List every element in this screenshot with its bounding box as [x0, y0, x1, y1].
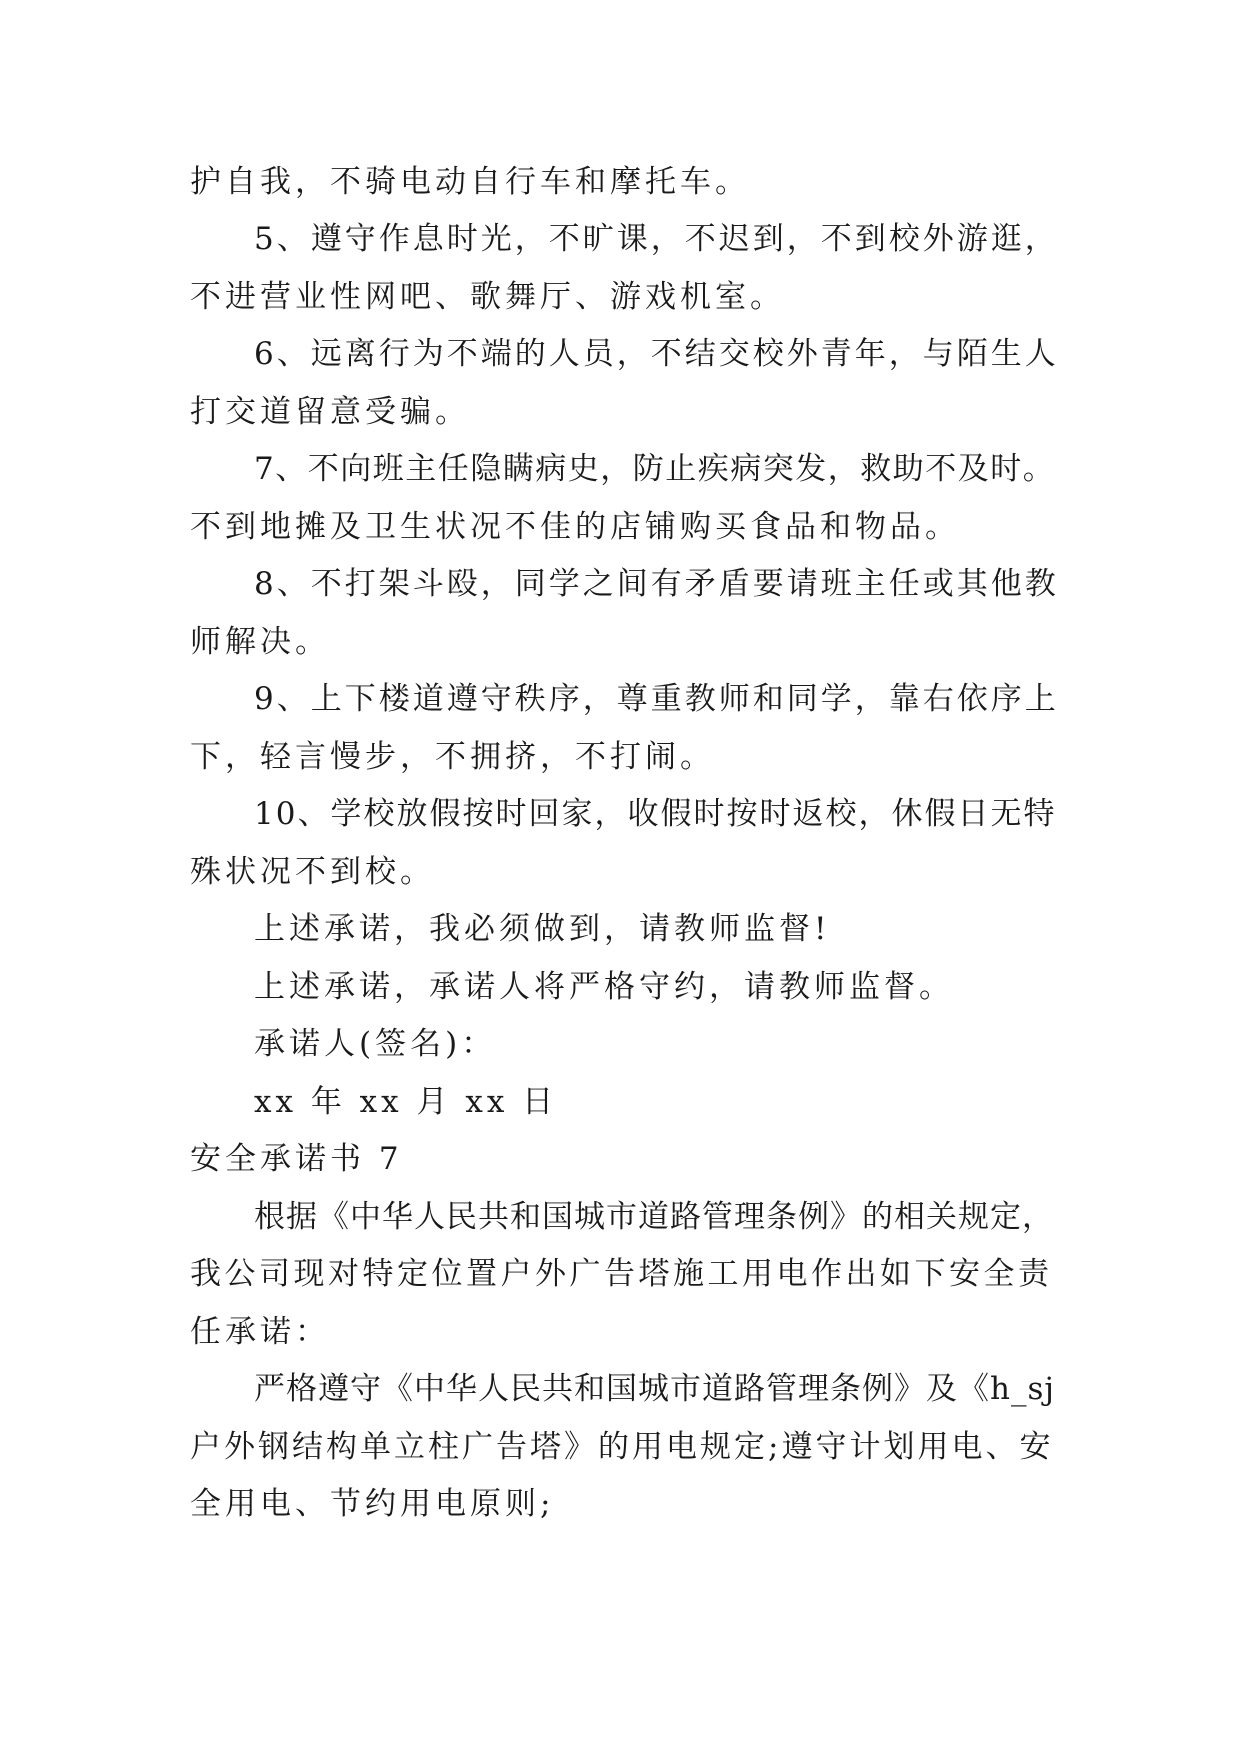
text-line: 不到地摊及卫生状况不佳的店铺购买食品和物品。: [190, 509, 960, 545]
text-line: 上述承诺，承诺人将严格守约，请教师监督。: [254, 969, 954, 1005]
date-line: xx 年 xx 月 xx 日: [254, 1084, 558, 1120]
text-line: 9、上下楼道遵守秩序，尊重教师和同学，靠右依序上: [254, 681, 1059, 717]
text-line: 10、学校放假按时回家，收假时按时返校，休假日无特: [254, 796, 1057, 832]
text-line: 全用电、节约用电原则;: [190, 1486, 555, 1522]
section-title: 安全承诺书 7: [190, 1141, 403, 1177]
text-line: 护自我，不骑电动自行车和摩托车。: [190, 164, 750, 200]
text-line: 上述承诺，我必须做到，请教师监督!: [254, 911, 831, 947]
text-line: 7、不向班主任隐瞒病史，防止疾病突发，救助不及时。: [254, 451, 1056, 487]
text-line: 殊状况不到校。: [190, 854, 435, 890]
text-line: 根据《中华人民共和国城市道路管理条例》的相关规定，: [254, 1199, 1054, 1235]
text-line: 我公司现对特定位置户外广告塔施工用电作出如下安全责: [190, 1256, 1053, 1292]
text-line: 打交道留意受骗。: [190, 394, 470, 430]
text-line: 下，轻言慢步，不拥挤，不打闹。: [190, 739, 715, 775]
signature-label: 承诺人(签名)：: [254, 1026, 497, 1062]
text-line: 5、遵守作息时光，不旷课，不迟到，不到校外游逛，: [254, 221, 1059, 257]
text-line: 户外钢结构单立柱广告塔》的用电规定;遵守计划用电、安: [190, 1429, 1054, 1465]
text-line: 6、远离行为不端的人员，不结交校外青年，与陌生人: [254, 336, 1059, 372]
text-line: 8、不打架斗殴，同学之间有矛盾要请班主任或其他教: [254, 566, 1059, 602]
text-line: 任承诺：: [190, 1314, 330, 1350]
text-line: 不进营业性网吧、歌舞厅、游戏机室。: [190, 279, 785, 315]
text-line: 师解决。: [190, 624, 330, 660]
text-line: 严格遵守《中华人民共和国城市道路管理条例》及《h_sj: [254, 1371, 1055, 1407]
